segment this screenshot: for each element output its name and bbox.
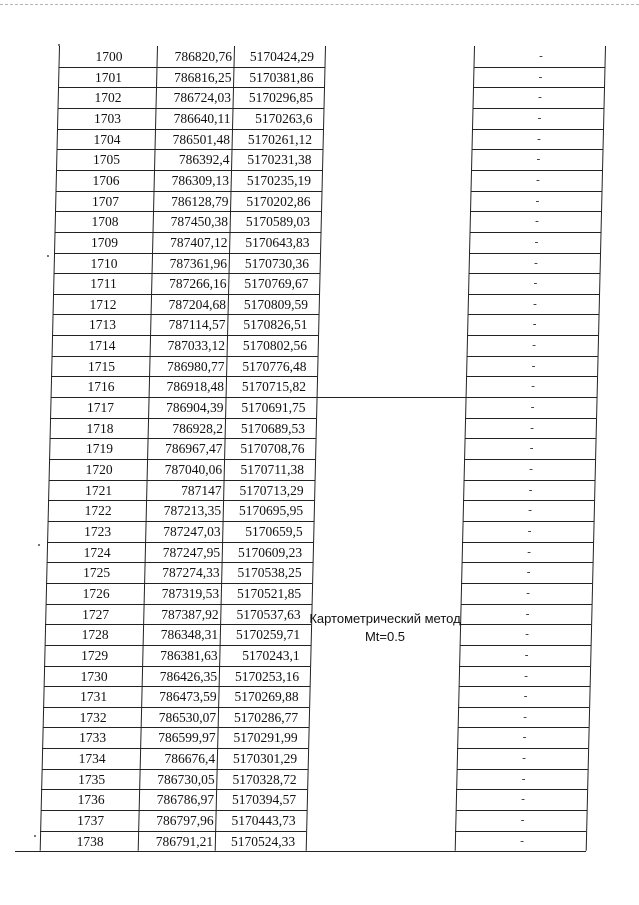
point-number: 1711 <box>90 276 117 292</box>
empty-value: - <box>530 401 535 414</box>
empty-value: - <box>523 710 527 723</box>
coord-y: 5170711,38 <box>240 462 305 477</box>
point-number: 1722 <box>84 503 112 519</box>
empty-value: - <box>520 834 524 847</box>
coord-y: 5170301,29 <box>233 751 298 767</box>
empty-value: - <box>528 504 532 517</box>
coord-y: 5170524,33 <box>231 833 296 849</box>
empty-value: - <box>536 173 540 186</box>
coord-y: 5170394,57 <box>232 792 297 808</box>
coord-x: 786820,76 <box>174 49 232 64</box>
method-label: Картометрический метод Mt=0.5 <box>309 611 461 644</box>
empty-value: - <box>539 50 543 62</box>
coord-y: 5170713,29 <box>239 482 304 498</box>
point-number: 1702 <box>94 90 122 106</box>
empty-value: - <box>534 235 539 248</box>
empty-value: - <box>521 772 526 785</box>
point-number: 1738 <box>76 833 104 849</box>
point-number: 1705 <box>92 152 120 168</box>
empty-value: - <box>524 669 528 682</box>
empty-value: - <box>526 586 530 599</box>
empty-value: - <box>527 524 532 537</box>
coord-x: 787274,33 <box>162 565 220 581</box>
point-number: 1718 <box>86 420 114 436</box>
point-number: 1707 <box>92 193 119 209</box>
empty-value: - <box>524 648 529 661</box>
coord-x: 786473,59 <box>159 689 217 705</box>
coord-y: 5170296,85 <box>248 90 313 106</box>
empty-value: - <box>538 91 542 104</box>
coord-y: 5170689,53 <box>240 420 306 436</box>
coord-x: 787407,12 <box>170 234 228 250</box>
coord-x: 786730,05 <box>157 771 215 787</box>
point-number: 1732 <box>79 709 107 725</box>
coord-x: 787247,03 <box>163 523 221 539</box>
coord-y: 5170259,71 <box>235 627 301 643</box>
empty-value: - <box>526 566 531 579</box>
scan-speck <box>47 255 49 257</box>
coord-x: 786426,35 <box>159 668 218 684</box>
empty-value: - <box>533 297 537 310</box>
coord-y: 5170231,38 <box>247 152 312 168</box>
coord-y: 5170328,72 <box>232 771 297 787</box>
empty-value: - <box>531 380 535 393</box>
coord-y: 5170609,23 <box>237 544 303 560</box>
empty-value: - <box>532 339 536 352</box>
point-number: 1713 <box>89 317 117 333</box>
empty-value: - <box>537 132 541 145</box>
coord-x: 786904,39 <box>166 400 224 416</box>
coord-x: 786724,03 <box>173 90 231 106</box>
coord-y: 5170424,29 <box>249 49 314 64</box>
point-number: 1706 <box>92 172 120 188</box>
scan-speck <box>38 544 40 546</box>
point-number: 1704 <box>93 131 121 147</box>
scan-speck <box>58 44 60 46</box>
point-number: 1708 <box>91 214 119 230</box>
point-number: 1700 <box>95 49 123 64</box>
point-number: 1716 <box>87 379 115 395</box>
empty-value: - <box>538 70 543 83</box>
coord-x: 786797,96 <box>156 813 214 829</box>
point-number: 1721 <box>85 482 113 498</box>
coord-x: 786501,48 <box>172 131 230 147</box>
empty-value: - <box>537 111 542 124</box>
coord-y: 5170691,75 <box>241 400 306 416</box>
coord-x: 786392,4 <box>178 152 230 168</box>
coord-y: 5170537,63 <box>236 606 301 622</box>
empty-value: - <box>523 690 528 703</box>
coord-y: 5170826,51 <box>243 317 308 333</box>
point-number: 1723 <box>84 523 112 539</box>
coord-x: 786791,21 <box>155 833 214 849</box>
coord-y: 5170708,76 <box>240 441 305 457</box>
coord-x: 787033,12 <box>167 338 226 354</box>
empty-value: - <box>525 628 529 641</box>
coord-y: 5170538,25 <box>237 565 302 581</box>
coord-x: 787450,38 <box>170 214 228 230</box>
point-number: 1736 <box>77 792 105 808</box>
point-number: 1717 <box>87 400 115 416</box>
point-number: 1729 <box>81 647 109 663</box>
empty-value: - <box>530 421 534 434</box>
coord-x: 786309,13 <box>171 172 229 188</box>
point-number: 1701 <box>94 69 122 85</box>
coord-y: 5170643,83 <box>245 234 310 250</box>
coord-y: 5170715,82 <box>241 379 307 395</box>
empty-value: - <box>531 359 536 372</box>
coord-y: 5170802,56 <box>242 338 308 354</box>
point-number: 1735 <box>78 771 106 787</box>
coord-x: 786640,11 <box>173 110 231 126</box>
point-number: 1734 <box>78 751 106 767</box>
coord-x: 787204,68 <box>168 296 227 312</box>
point-number: 1719 <box>86 441 114 457</box>
empty-value: - <box>520 814 525 827</box>
point-number: 1726 <box>82 585 110 601</box>
coord-x: 787040,06 <box>164 462 223 477</box>
coord-x: 786348,31 <box>160 627 219 643</box>
empty-value: - <box>536 153 541 166</box>
coord-x: 787361,96 <box>169 255 228 271</box>
point-number: 1709 <box>91 234 118 250</box>
coord-y: 5170776,48 <box>242 358 307 374</box>
empty-value: - <box>534 256 538 269</box>
coord-y: 5170291,99 <box>233 730 298 746</box>
coord-y: 5170263,6 <box>255 110 313 126</box>
empty-value: - <box>522 752 526 765</box>
scan-speck <box>34 835 36 837</box>
empty-value: - <box>529 463 533 475</box>
point-number: 1728 <box>81 627 109 643</box>
coord-x: 786786,97 <box>156 792 215 808</box>
coord-y: 5170381,86 <box>249 69 314 85</box>
point-number: 1724 <box>83 544 111 560</box>
coord-y: 5170521,85 <box>236 585 302 601</box>
empty-value: - <box>532 318 537 331</box>
empty-value: - <box>521 793 525 806</box>
coord-y: 5170286,77 <box>233 709 299 725</box>
coord-x: 786128,79 <box>171 193 229 209</box>
coord-y: 5170269,88 <box>234 689 299 705</box>
coord-x: 786967,47 <box>165 441 223 457</box>
coord-y: 5170589,03 <box>245 214 310 230</box>
coord-x: 787387,92 <box>161 606 219 622</box>
coord-y: 5170769,67 <box>244 276 309 292</box>
coord-y: 5170261,12 <box>247 131 312 147</box>
point-number: 1720 <box>85 462 113 477</box>
coord-y: 5170443,73 <box>231 813 296 829</box>
point-number: 1703 <box>93 110 121 126</box>
empty-value: - <box>533 277 538 290</box>
coord-x: 787114,57 <box>168 317 226 333</box>
coord-x: 787147 <box>181 482 222 498</box>
empty-value: - <box>525 607 530 620</box>
table-row-line <box>15 851 586 852</box>
coord-x: 786918,48 <box>166 379 225 395</box>
coord-x: 786816,25 <box>174 69 232 85</box>
point-number: 1710 <box>90 255 118 271</box>
empty-value: - <box>535 194 540 207</box>
empty-value: - <box>529 442 534 455</box>
coord-y: 5170243,1 <box>242 647 300 663</box>
coord-y: 5170809,59 <box>243 296 309 312</box>
coord-x: 786676,4 <box>164 751 216 767</box>
coord-y: 5170235,19 <box>246 172 311 188</box>
coord-x: 787266,16 <box>169 276 227 292</box>
coord-x: 786530,07 <box>158 709 217 725</box>
point-number: 1712 <box>89 296 117 312</box>
point-number: 1715 <box>88 358 116 374</box>
point-number: 1714 <box>88 338 116 354</box>
point-number: 1730 <box>80 668 108 684</box>
coord-y: 5170659,5 <box>245 523 303 539</box>
empty-value: - <box>522 731 527 744</box>
coord-x: 786980,77 <box>167 358 225 374</box>
coord-y: 5170730,36 <box>244 255 310 271</box>
empty-value: - <box>535 215 539 228</box>
coord-x: 786381,63 <box>160 647 218 663</box>
method-cell-divider <box>317 397 466 398</box>
empty-value: - <box>528 483 533 496</box>
point-number: 1731 <box>80 689 108 705</box>
coord-x: 787213,35 <box>163 503 222 519</box>
empty-value: - <box>527 545 531 558</box>
coord-y: 5170202,86 <box>246 193 311 209</box>
point-number: 1725 <box>83 565 111 581</box>
coord-x: 787319,53 <box>161 585 220 601</box>
coord-y: 5170695,95 <box>238 503 304 519</box>
coord-x: 786599,97 <box>158 730 216 746</box>
point-number: 1737 <box>77 813 105 829</box>
coord-x: 786928,2 <box>172 420 224 436</box>
point-number: 1727 <box>82 606 110 622</box>
coord-x: 787247,95 <box>162 544 221 560</box>
point-number: 1733 <box>79 730 107 746</box>
coord-y: 5170253,16 <box>234 668 300 684</box>
